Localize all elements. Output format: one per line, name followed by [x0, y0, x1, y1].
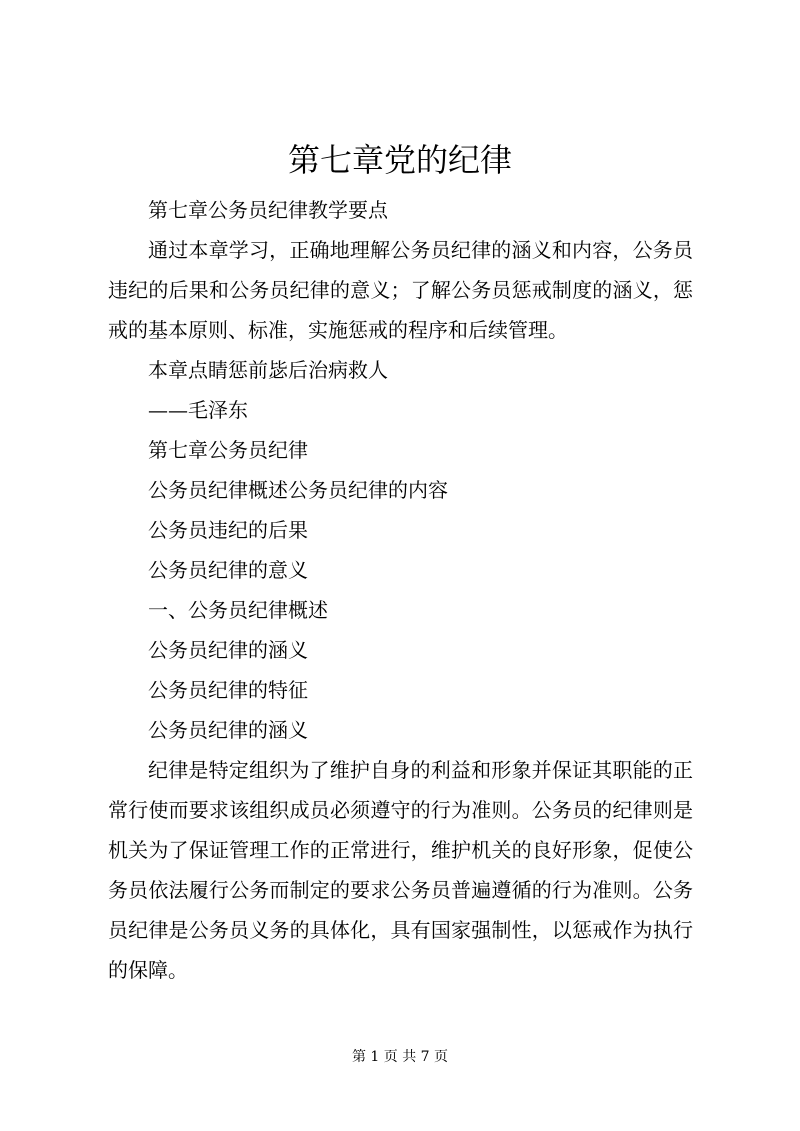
paragraph-definition: 纪律是特定组织为了维护自身的利益和形象并保证其职能的正常行使而要求该组织成员必须遵守的行为准则。公务员的纪律则是机关为了保证管理工作的正常进行，维护机关的良好形象，促使公务员依法履行公务而制定的要求公务员普遍遵循的行为准则。公务员纪律是公务员义务的具体化，具有国家强制性，以惩戒作为执行的保障。	[108, 758, 693, 982]
paragraph-learning-goals: 通过本章学习，正确地理解公务员纪律的涵义和内容，公务员违纪的后果和公务员纪律的意义；了解公务员惩戒制度的涵义，惩戒的基本原则、标准，实施惩戒的程序和后续管理。	[108, 238, 693, 342]
paragraph-outline-1: 公务员纪律概述公务员纪律的内容	[148, 478, 448, 502]
paragraph-subsection-2: 公务员纪律的特征	[148, 678, 308, 702]
paragraph-chapter-heading: 第七章公务员纪律	[148, 438, 308, 462]
paragraph-outline-2: 公务员违纪的后果	[148, 518, 308, 542]
paragraph-quote: 本章点睛惩前毖后治病救人	[148, 358, 388, 382]
page-footer: 第 1 页 共 7 页	[351, 1049, 449, 1065]
paragraph-quote-author: ——毛泽东	[148, 398, 248, 422]
paragraph-teaching-points: 第七章公务员纪律教学要点	[148, 198, 388, 222]
document-body	[108, 190, 693, 990]
paragraph-subsection-1: 公务员纪律的涵义	[148, 638, 308, 662]
paragraph-outline-3: 公务员纪律的意义	[148, 558, 308, 582]
section-heading: 一、公务员纪律概述	[148, 598, 328, 622]
page-title: 第七章党的纪律	[287, 141, 512, 179]
paragraph-subsection-heading: 公务员纪律的涵义	[148, 718, 308, 742]
